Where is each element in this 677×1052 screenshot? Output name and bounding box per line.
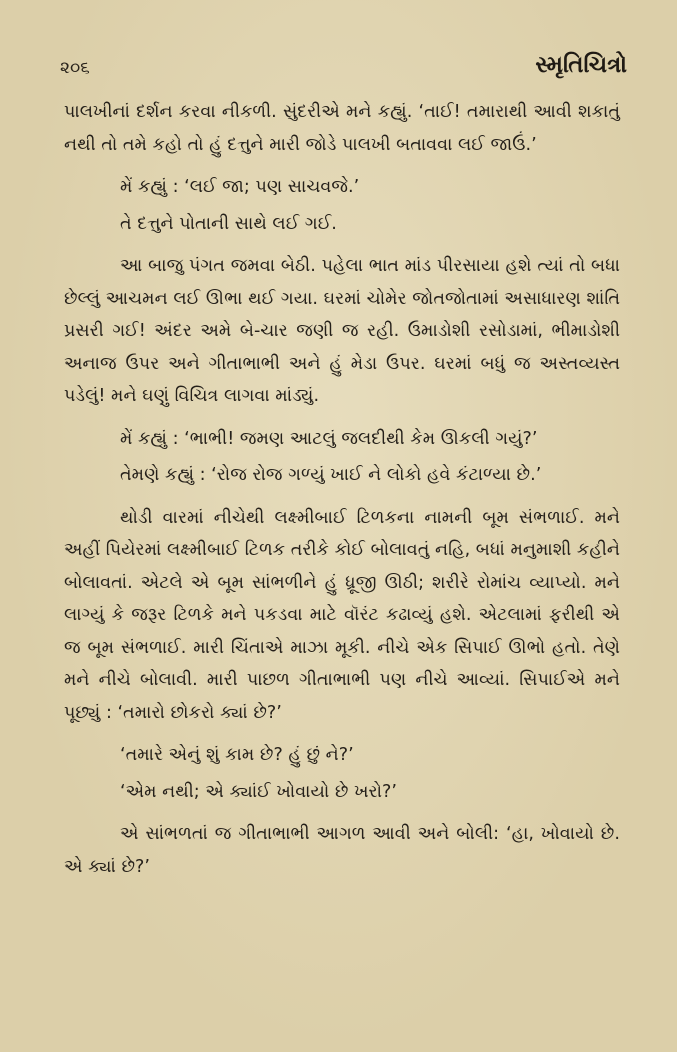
- paragraph: ‘તમારે એનું શું કામ છે? હું છું ને?’: [120, 745, 354, 765]
- page-header: [60, 52, 627, 92]
- paragraph: થોડી વારમાં નીચેથી લક્ષ્મીબાઈ ટિળકના નામની બૂમ સંભળાઈ. મને અહીં પિયેરમાં લક્ષ્મીબાઈ ટિળક તરીકે કોઈ બોલાવતું નહિ, બધાં મનુમાશી કહીને બોલાવતાં. એટલે એ બૂમ સાંભળીને હું ધ્રૂજી ઊઠી; શરીરે રોમાંચ વ્યાપ્યો. મને લાગ્યું કે જરૂર ટિળકે મને પકડવા માટે વૉરંટ કઢાવ્યું હશે. એટલામાં ફરીથી એ જ બૂમ સંભળાઈ. મારી ચિંતાએ માઝા મૂકી. નીચે એક સિપાઈ ઊભો હતો. તેણે મને નીચે બોલાવી. મારી પાછળ ગીતાભાભી પણ નીચે આવ્યાં. સિપાઈએ મને પૂછ્યું : ‘તમારો છોકરો ક્યાં છે?’: [64, 507, 620, 723]
- paragraph: ‘એમ નથી; એ ક્યાંઈ ખોવાયો છે ખરો?’: [120, 781, 397, 802]
- paragraph: એ સાંભળતાં જ ગીતાભાભી આગળ આવી અને બોલી: ‘હા, ખોવાયો છે. એ ક્યાં છે?’: [64, 824, 620, 877]
- paragraph: આ બાજુ પંગત જમવા બેઠી. પહેલા ભાત માંડ પીરસાયા હશે ત્યાં તો બધા છેલ્લું આચમન લઈ ઊભા થઈ ગયા. ઘરમાં ચોમેર જોતજોતામાં અસાધારણ શાંતિ પ્રસરી ગઈ! અંદર અમે બે-ચાર જણી જ રહી. ઉમાડોશી રસોડામાં, ભીમાડોશી અનાજ ઉપર અને ગીતાભાભી અને હું મેડા ઉપર. ઘરમાં બધું જ અસ્તવ્યસ્ત પડેલું! મને ઘણું વિચિત્ર લાગવા માંડ્યું.: [64, 256, 620, 406]
- running-head: સ્મૃતિચિત્રો: [535, 52, 627, 78]
- paragraph: મેં કહ્યું : ‘લઈ જા; પણ સાચવજે.’: [120, 177, 360, 197]
- body-text: [64, 96, 620, 883]
- paragraph: તેમણે કહ્યું : ‘રોજ રોજ ગળ્યું ખાઈ ને લોકો હવે કંટાળ્યા છે.’: [120, 465, 542, 485]
- page-number: ૨૦૬: [60, 58, 90, 78]
- paragraph: મેં કહ્યું : ‘ભાભી! જમણ આટલું જલદીથી કેમ ઊકલી ગયું?’: [120, 428, 538, 449]
- paragraph: પાલખીનાં દર્શન કરવા નીકળી. સુંદરીએ મને કહ્યું. ‘તાઈ! તમારાથી આવી શકાતું નથી તો તમે કહો તો હું દત્તુને મારી જોડે પાલખી બતાવવા લઈ જાઉં.’: [64, 102, 620, 155]
- paragraph: તે દત્તુને પોતાની સાથે લઈ ગઈ.: [120, 213, 337, 234]
